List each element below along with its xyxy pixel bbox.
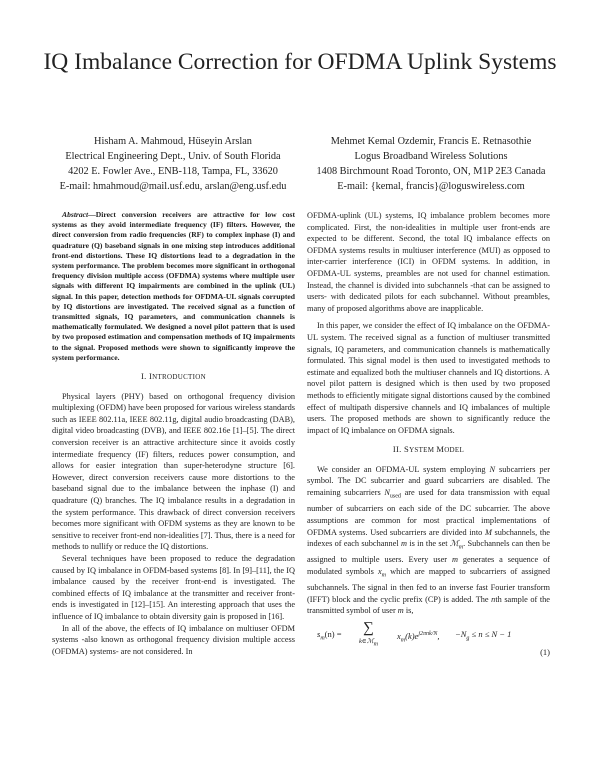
author-block-2 bbox=[300, 134, 562, 194]
abstract-label: Abstract bbox=[62, 210, 89, 219]
paper-title: IQ Imbalance Correction for OFDMA Uplink Systems bbox=[43, 49, 557, 75]
equation-sum: ∑ k∈ℳ$_m$ bbox=[359, 619, 378, 648]
author-affiliation: Electrical Engineering Dept., Univ. of South Florida bbox=[65, 151, 281, 162]
section-heading-system-model: II. SYSTEM MODEL bbox=[392, 444, 465, 455]
equation-condition: $-N_g \le n \le N - 1$ bbox=[455, 628, 512, 642]
author-address: 4202 E. Fowler Ave., ENB-118, Tampa, FL, 33620 bbox=[68, 166, 278, 177]
equation-lhs: $s_m(n)$ = bbox=[317, 628, 342, 642]
intro-paragraph-2: Several techniques have been proposed to reduce the degradation caused by IQ imbalance in OFDM-based systems [8]. In [9]–[11], the IQ imbalance caused by the receiver front-end is investigated. The combined effects of IQ imbalance at the transmitter and receiver front-ends is investigated in [12]–[15]. An interesting approach that uses the influence of IQ imbalance to obtain diversity gain is proposed in [16]. bbox=[52, 553, 295, 621]
abstract-text: —Direct conversion receivers are attractive for low cost systems as they avoid intermediate frequency (IF) filters. However, the direct conversion from radio frequencies (RF) to complex inphase (I) and quadrature (Q) baseband signals in one mixing step introduces additional front-end distortions. These IQ distortions lead to a degradation in the system performance. The problem becomes more significant in orthogonal frequency division multiple access (OFDMA) systems where multiple user signals with different IQ impairments are combined in the uplink (UL) signal. In this paper, detection methods for OFDMA-UL signals corrupted by IQ distortions are investigated. The received signal as a function of transmitted signals, IQ parameters, and communication channels is mathematically formulated. We designed a novel pilot pattern that is used by two proposed estimation and compensation methods of IQ impairments to the signal. Proposed methods were shown to significantly improve the system performance. bbox=[52, 210, 295, 362]
right-column bbox=[307, 210, 550, 655]
author-affiliation: Logus Broadband Wireless Solutions bbox=[354, 151, 508, 162]
author-block-1 bbox=[40, 134, 306, 194]
equation-rhs: $x_m(k)e^{j2\pi nk/N}$, bbox=[397, 630, 440, 644]
system-model-paragraph: We consider an OFDMA-UL system employing N subcarriers per symbol. The DC subcarrier and guard subcarriers are disabled. The remaining subcarriers $N_{used}$ are used for data transmission with equal number of subcarriers on each side of the DC subcarrier. The above assumptions are common for most practical implementations of OFDMA systems. Used subcarriers are divided into M subchannels, the indexes of each subchannel m is in the set ℳ$_m$. Subchannels can then be assigned to multiple users. Every user m generates a sequence of modulated symbols $x_m$ which are mapped to subcarriers of assigned subchannels. The signal in then fed to an inverse fast Fourier transform (IFFT) block and the cyclic prefix (CP) is added. The nth sample of the transmitted symbol of user m is, bbox=[307, 464, 551, 616]
section-heading-introduction: I. INTRODUCTION bbox=[141, 371, 206, 382]
author-names: Mehmet Kemal Ozdemir, Francis E. Retnasothie bbox=[330, 136, 532, 147]
equation-number: (1) bbox=[540, 646, 550, 657]
intro-paragraph-3: In all of the above, the effects of IQ imbalance on multiuser OFDM systems -also known as orthogonal frequency division multiple access (OFDMA) systems- are not considered. In bbox=[52, 623, 295, 656]
author-names: Hisham A. Mahmoud, Hüseyin Arslan bbox=[94, 136, 252, 147]
right-paragraph-1: OFDMA-uplink (UL) systems, IQ imbalance problem becomes more complicated. First, the non-idealities in multiple user front-ends are expected to be different. Second, the total IQ imbalance effects on OFDMA systems results in multiuser interference (MUI) as opposed to inter-carrier interference (ICI) in OFDM systems. In addition, in OFDMA-UL systems, preambles are not used for channel estimation. Instead, the channel is divided into subchannels -that can be assigned to users- with dedicated pilots for each subchannel. Without preambles, many of proposed algorithms above are inapplicable. bbox=[307, 211, 550, 313]
author-email: E-mail: hmahmoud@mail.usf.edu, arslan@eng.usf.edu bbox=[59, 181, 287, 192]
author-email: E-mail: {kemal, francis}@loguswireless.com bbox=[337, 181, 525, 192]
left-column bbox=[52, 210, 295, 657]
author-address: 1408 Birchmount Road Toronto, ON, M1P 2E3 Canada bbox=[316, 166, 546, 177]
equation-1 bbox=[307, 621, 550, 655]
intro-paragraph-1: Physical layers (PHY) based on orthogonal frequency division multiplexing (OFDM) have been proposed for various wireless standards such as IEEE 802.11a, IEEE 802.11g, digital audio broadcasting (DAB), digital video broadcasting (DVB), and IEEE 802.16e [1]–[5]. The direct conversion receiver is an attractive architecture since it avoids costly intermediate frequency (IF) filters, reduces power consumption, and allows for easier integration than super-heterodyne structure [6]. However, direct conversion receivers cause more distortions to the baseband signal due to the imbalance between the inphase (I) and quadrature (Q) branches. The IQ imbalance results in a degradation in the system performance. This drawback of direct conversion receivers becomes more significant with OFDM systems as they are known to be sensitive to receiver front-end non-idealities [7]. Thus, there is a need for methods to nullify or reduce the IQ distortions. bbox=[52, 391, 295, 552]
abstract bbox=[52, 210, 295, 363]
right-paragraph-2: In this paper, we consider the effect of IQ imbalance on the OFDMA-UL system. The received signal as a function of multiuser transmitted signals, IQ parameters, and communication channels is mathematically formulated. This signal model is then used to investigated methods to estimate and equalized both the multiuser channels and IQ distortions. A novel pilot pattern is designed which is then used by two proposed methods to efficiently mitigate signal distortions caused by the combined effect of multipath dispersive channels and IQ imbalances of multiple users. The proposed methods are shown to significantly reduce the impact of IQ imbalance on OFDMA signals. bbox=[307, 321, 550, 435]
